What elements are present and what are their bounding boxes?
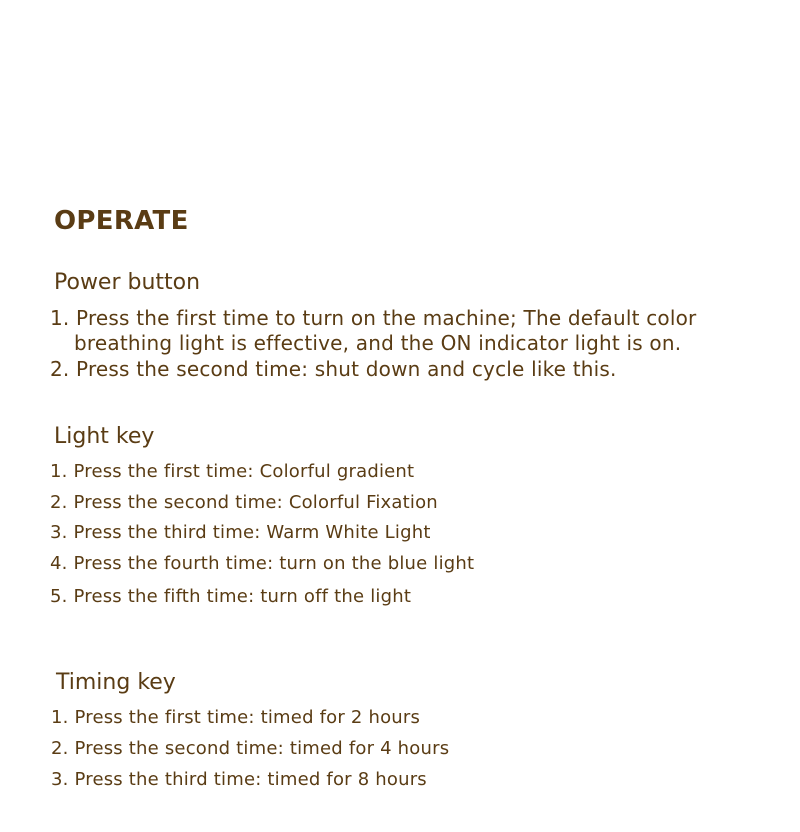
timing-heading: Timing key: [56, 670, 176, 695]
light-item-5: 5. Press the fifth time: turn off the light: [50, 586, 412, 607]
power-heading: Power button: [54, 270, 201, 295]
power-item-2: 2. Press the second time: shut down and cycle like this.: [50, 357, 617, 381]
power-item-1-line-2: breathing light is effective, and the ON indicator light is on.: [74, 331, 682, 355]
light-heading: Light key: [54, 424, 155, 449]
timing-item-3: 3. Press the third time: timed for 8 hours: [51, 769, 427, 790]
timing-item-2: 2. Press the second time: timed for 4 hours: [51, 738, 450, 759]
light-item-2: 2. Press the second time: Colorful Fixation: [50, 492, 438, 513]
light-item-4: 4. Press the fourth time: turn on the blue light: [50, 553, 475, 574]
timing-item-1: 1. Press the first time: timed for 2 hours: [51, 707, 421, 728]
light-item-3: 3. Press the third time: Warm White Light: [50, 522, 431, 543]
page-title: OPERATE: [54, 206, 189, 236]
power-item-1-line-1: 1. Press the first time to turn on the machine; The default color: [50, 306, 697, 330]
light-item-1: 1. Press the first time: Colorful gradient: [50, 461, 415, 482]
